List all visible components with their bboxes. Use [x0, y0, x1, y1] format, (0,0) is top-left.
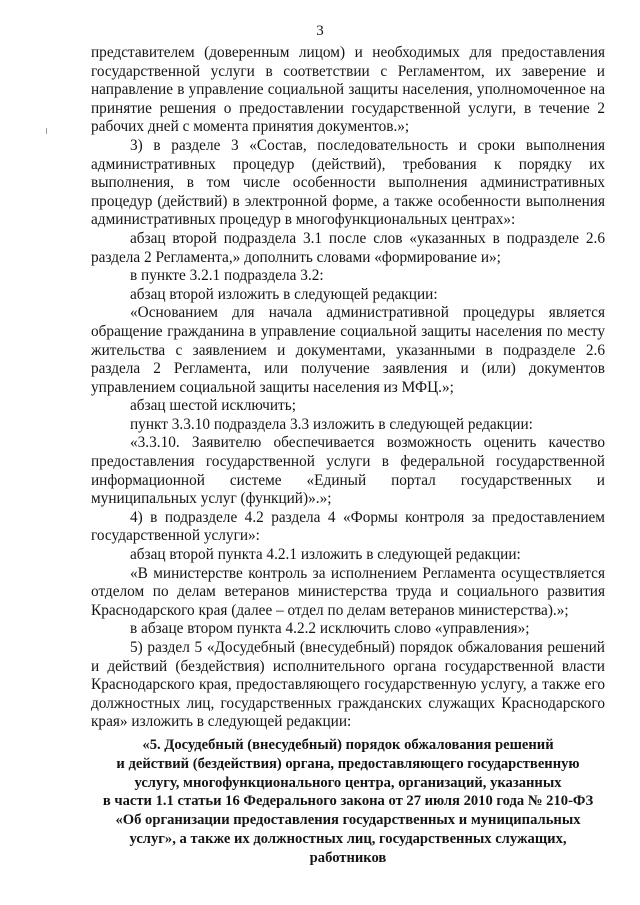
heading-line: «5. Досудебный (внесудебный) порядок обжалования решений [142, 736, 554, 753]
paragraph: «3.3.10. Заявителю обеспечивается возможность оценить качество предоставления государственной услуги в федеральной государственной информационной системе «Единый портал государственных и муниципальных услуг (функций)».»; [91, 434, 605, 508]
section-heading [91, 736, 605, 868]
paragraph: абзац шестой исключить; [130, 397, 296, 415]
heading-line: услугу, многофункционального центра, организаций, указанных [134, 774, 562, 791]
paragraph: «В министерстве контроль за исполнением Регламента осуществляется отделом по делам ветеранов министерства труда и социального развития Краснодарского края (далее – отдел по делам ветеранов министерства).»; [91, 564, 605, 619]
paragraph: 4) в подразделе 4.2 раздела 4 «Формы контроля за предоставлением государственной услуги»: [91, 508, 605, 545]
heading-line: в части 1.1 статьи 16 Федерального закона от 27 июля 2010 года № 210-ФЗ [102, 793, 594, 810]
paragraph: 3) в разделе 3 «Состав, последовательность и сроки выполнения административных процедур (действий), требования к порядку их выполнения, в том числе особенности выполнения административных процедур (действий) в электронной форме, а также особенности выполнения административных процедур в многофункциональных центрах»: [91, 136, 605, 229]
paragraph: представителем (доверенным лицом) и необходимых для предоставления государственной услуги в соответствии с Регламентом, их заверение и направление в управление социальной защиты населения, уполномоченное на принятие решения о предоставлении государственной услуги, в течение 2 рабочих дней с момента принятия документов.»; [91, 44, 605, 136]
heading-line: и действий (бездействия) органа, предоставляющего государственную [116, 755, 580, 772]
heading-line: услуг», а также их должностных лиц, государственных служащих, [129, 830, 567, 847]
document-body [91, 44, 605, 868]
page-number: 3 [316, 23, 324, 39]
paragraph: абзац второй пункта 4.2.1 изложить в следующей редакции: [130, 546, 521, 564]
paragraph: в абзаце втором пункта 4.2.2 исключить слово «управления»; [130, 620, 530, 638]
paragraph: в пункте 3.2.1 подраздела 3.2: [130, 267, 324, 285]
paragraph: абзац второй изложить в следующей редакции: [130, 285, 438, 303]
paragraph: «Основанием для начала административной процедуры является обращение гражданина в управление социальной защиты населения по месту жительства с заявлением и документами, указанными в подразделе 2.6 раздела 2 Регламента, или получение заявления и (или) документов управлением социальной защиты населения из МФЦ.»; [91, 304, 605, 396]
heading-line: работников [309, 849, 387, 866]
margin-mark [46, 128, 47, 134]
paragraph: абзац второй подраздела 3.1 после слов «указанных в подразделе 2.6 раздела 2 Регламента,» дополнить словами «формирование и»; [91, 229, 605, 266]
heading-line: «Об организации предоставления государственных и муниципальных [115, 812, 581, 829]
paragraph: пункт 3.3.10 подраздела 3.3 изложить в следующей редакции: [130, 415, 533, 433]
paragraph: 5) раздел 5 «Досудебный (внесудебный) порядок обжалования решений и действий (бездействия) исполнительного органа государственной власти Краснодарского края, предоставляющего государственную услугу, а также его должностных лиц, государственных гражданских служащих Краснодарского края» изложить в следующей редакции: [91, 639, 605, 731]
